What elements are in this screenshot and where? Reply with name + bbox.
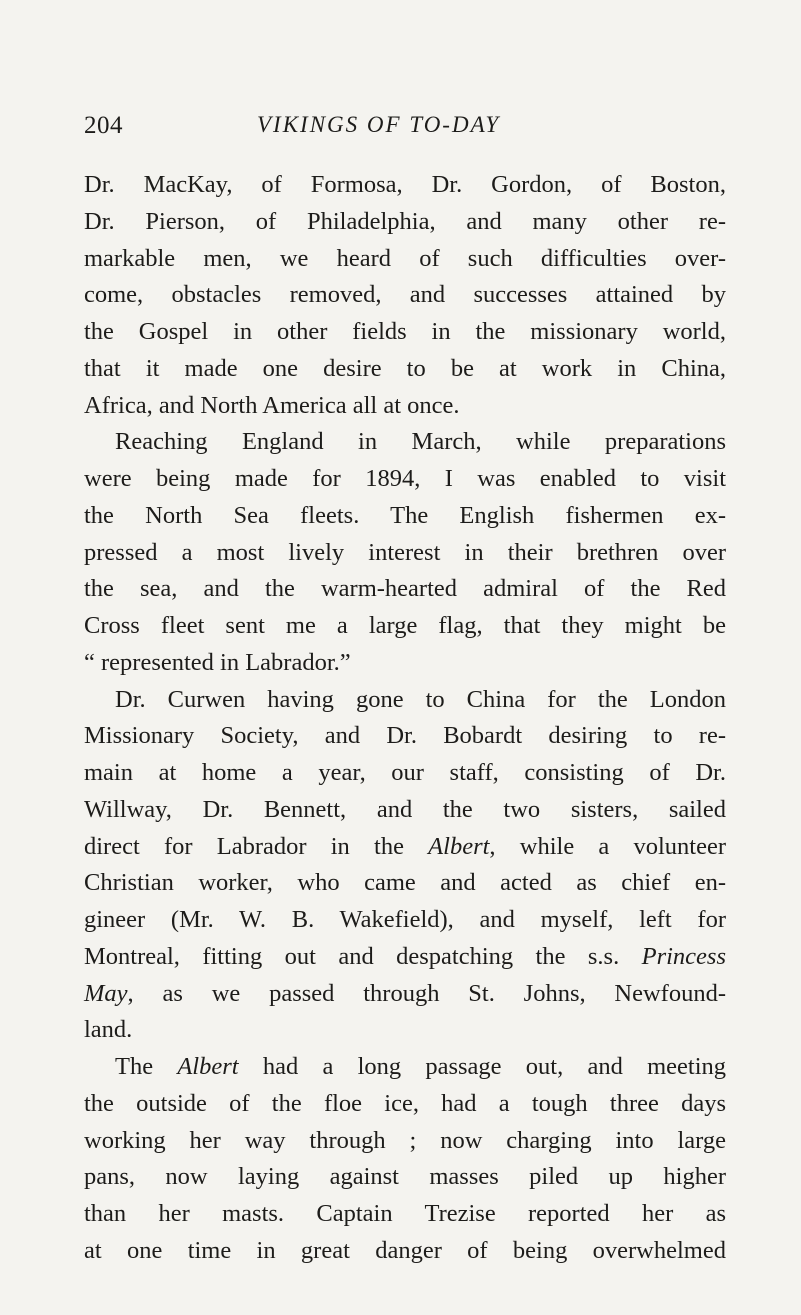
text-segment: the sea, and the warm-hearted admiral of the Red bbox=[84, 575, 726, 603]
text-segment: “ represented in Labrador.” bbox=[84, 648, 351, 676]
text-segment: than her masts. Captain Trezise reported her as bbox=[84, 1200, 726, 1227]
text-line bbox=[84, 424, 726, 461]
text-line bbox=[84, 902, 726, 939]
text-segment: the outside of the floe ice, had a tough three days bbox=[84, 1089, 726, 1117]
running-title: VIKINGS OF TO-DAY bbox=[257, 112, 501, 137]
text-line bbox=[84, 314, 726, 351]
text-segment: Reaching England in March, while preparations bbox=[115, 428, 726, 456]
text-line bbox=[84, 976, 726, 1013]
text-segment: markable men, we heard of such difficulties over- bbox=[84, 244, 726, 272]
text-segment: Africa, and North America all at once. bbox=[84, 391, 460, 419]
italic-text: May bbox=[84, 979, 128, 1007]
text-segment: Cross fleet sent me a large flag, that they might be bbox=[84, 612, 726, 639]
text-line bbox=[84, 1233, 726, 1270]
text-segment: Willway, Dr. Bennett, and the two sisters, sailed bbox=[84, 795, 726, 823]
text-segment: at one time in great danger of being overwhelmed bbox=[84, 1236, 726, 1264]
text-line bbox=[84, 608, 726, 645]
text-segment: Dr. MacKay, of Formosa, Dr. Gordon, of Boston, bbox=[84, 171, 726, 198]
running-head bbox=[84, 112, 724, 146]
text-line bbox=[84, 1159, 726, 1196]
text-segment: Christian worker, who came and acted as chief en- bbox=[84, 869, 726, 897]
text-segment: Montreal, fitting out and despatching the s.s. bbox=[84, 942, 642, 970]
text-segment: direct for Labrador in the bbox=[84, 832, 429, 860]
text-segment: were being made for 1894, I was enabled to visit bbox=[84, 465, 726, 492]
italic-text: Albert bbox=[177, 1053, 239, 1080]
text-line bbox=[84, 1049, 726, 1086]
text-line bbox=[84, 682, 726, 719]
text-segment: the North Sea fleets. The English fishermen ex- bbox=[84, 501, 726, 529]
text-segment: that it made one desire to be at work in China, bbox=[84, 354, 726, 382]
text-line bbox=[84, 1012, 726, 1049]
italic-text: Princess bbox=[641, 942, 726, 970]
text-line bbox=[84, 645, 726, 682]
text-line bbox=[84, 1196, 726, 1233]
text-line bbox=[84, 571, 726, 608]
text-segment: Missionary Society, and Dr. Bobardt desiring to re- bbox=[84, 722, 726, 750]
text-line bbox=[84, 1086, 726, 1123]
text-segment: , as we passed through St. Johns, Newfound- bbox=[127, 979, 726, 1007]
text-segment: main at home a year, our staff, consisting of Dr. bbox=[84, 759, 726, 786]
text-segment: Dr. Pierson, of Philadelphia, and many other re- bbox=[84, 207, 726, 235]
page-number: 204 bbox=[84, 112, 123, 139]
text-segment: come, obstacles removed, and successes attained by bbox=[84, 281, 726, 309]
body-text bbox=[84, 167, 726, 1270]
text-line bbox=[84, 535, 726, 572]
text-line bbox=[84, 461, 726, 498]
text-segment: pans, now laying against masses piled up higher bbox=[84, 1163, 726, 1191]
text-line bbox=[84, 829, 726, 866]
text-segment: , while a volunteer bbox=[489, 832, 727, 860]
text-line bbox=[84, 1123, 726, 1160]
text-line bbox=[84, 388, 726, 425]
text-segment: The bbox=[115, 1053, 178, 1080]
text-line bbox=[84, 241, 726, 278]
text-line bbox=[84, 498, 726, 535]
text-segment: had a long passage out, and meeting bbox=[238, 1053, 726, 1080]
text-segment: Dr. Curwen having gone to China for the London bbox=[115, 685, 726, 713]
text-line bbox=[84, 167, 726, 204]
text-segment: working her way through ; now charging into large bbox=[84, 1126, 726, 1154]
text-segment: gineer (Mr. W. B. Wakefield), and myself, left for bbox=[84, 906, 726, 933]
text-segment: pressed a most lively interest in their brethren over bbox=[84, 538, 726, 566]
text-line bbox=[84, 277, 726, 314]
text-line bbox=[84, 351, 726, 388]
text-segment: the Gospel in other fields in the missionary world, bbox=[84, 318, 726, 345]
text-line bbox=[84, 792, 726, 829]
text-line bbox=[84, 718, 726, 755]
text-line bbox=[84, 865, 726, 902]
text-line bbox=[84, 755, 726, 792]
italic-text: Albert bbox=[428, 832, 490, 860]
text-segment: land. bbox=[84, 1016, 133, 1044]
text-line bbox=[84, 939, 726, 976]
text-line bbox=[84, 204, 726, 241]
